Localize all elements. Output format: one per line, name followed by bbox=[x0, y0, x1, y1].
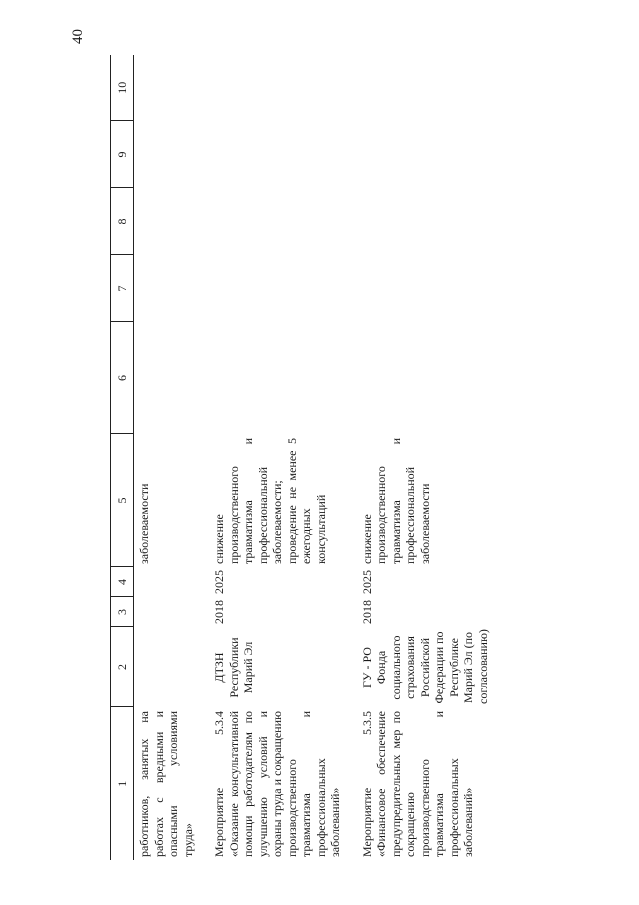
executor bbox=[134, 627, 210, 707]
end-year: 2025 bbox=[359, 570, 374, 594]
header-col-5: 5 bbox=[111, 434, 134, 567]
executor: ГУ - РО Фонда социального страхования Российской Федерации по Республике Марий Эл (по согласованию) bbox=[359, 629, 490, 704]
end-year bbox=[134, 567, 210, 597]
executor: ДТЗН Республики Марий Эл bbox=[212, 637, 255, 698]
table-row bbox=[209, 55, 357, 860]
expected-result: снижение производственного травматизма и профессиональной заболеваемости bbox=[359, 438, 432, 564]
header-col-10: 10 bbox=[111, 55, 134, 121]
end-year: 2025 bbox=[212, 570, 226, 594]
start-year bbox=[134, 597, 210, 627]
measure-name: работников, занятых на работах с вредными и опасными условиями труда» bbox=[137, 711, 195, 857]
header-col-9: 9 bbox=[111, 121, 134, 188]
header-col-7: 7 bbox=[111, 255, 134, 322]
header-col-1: 1 bbox=[111, 707, 134, 860]
program-measures-table bbox=[110, 55, 504, 860]
start-year: 2018 bbox=[212, 600, 226, 624]
expected-result: снижение производственного травматизма и профессиональной заболеваемости; проведение не менее 5 ежегодных консультаций bbox=[212, 438, 328, 564]
rotated-table-container bbox=[110, 55, 639, 860]
start-year: 2018 bbox=[359, 600, 374, 624]
measure-name: Мероприятие 5.3.4 «Оказание консультативной помощи работодателям по улучшению условий и охраны труда и сокращению производственного травматизма и профессиональных заболеваний» bbox=[212, 711, 342, 857]
measure-name: Мероприятие 5.3.5 «Финансовое обеспечение предупредительных мер по сокращению производственного травматизма и профессиональных заболеваний» bbox=[359, 711, 475, 857]
expected-result: заболеваемости bbox=[137, 483, 151, 564]
table-row bbox=[134, 55, 210, 860]
header-col-8: 8 bbox=[111, 188, 134, 255]
header-col-3: 3 bbox=[111, 597, 134, 627]
header-col-2: 2 bbox=[111, 627, 134, 707]
header-row bbox=[111, 55, 134, 860]
table-row bbox=[357, 55, 505, 860]
header-col-6: 6 bbox=[111, 322, 134, 434]
header-col-4: 4 bbox=[111, 567, 134, 597]
page-number: 40 bbox=[70, 29, 86, 44]
